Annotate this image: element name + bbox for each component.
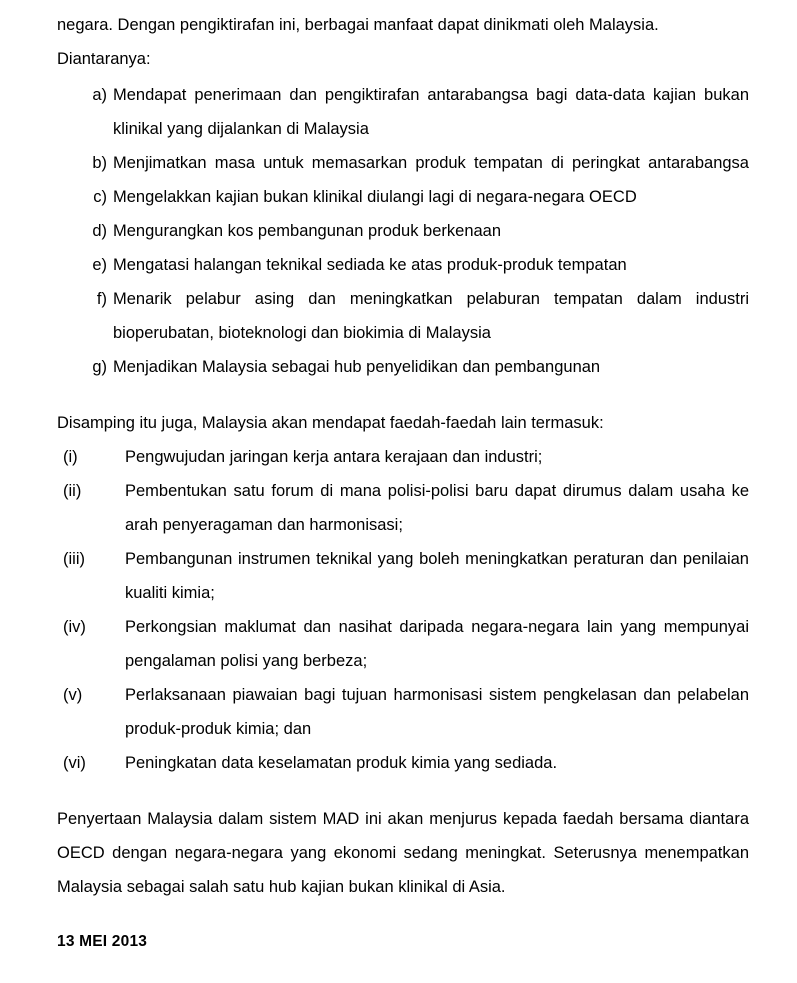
list-item-text: Mengelakkan kajian bukan klinikal diulangi lagi di negara-negara OECD xyxy=(113,188,637,206)
list-item-text: Pembangunan instrumen teknikal yang boleh meningkatkan peraturan dan penilaian kualiti kimia; xyxy=(125,550,749,602)
list-item-text: Pengwujudan jaringan kerja antara kerajaan dan industri; xyxy=(125,448,543,466)
list-item-text: Perlaksanaan piawaian bagi tujuan harmonisasi sistem pengkelasan dan pelabelan produk-produk kimia; dan xyxy=(125,686,749,738)
list-item xyxy=(57,78,749,146)
list-item xyxy=(57,474,749,542)
additional-intro: Disamping itu juga, Malaysia akan mendapat faedah-faedah lain termasuk: xyxy=(57,414,604,432)
list-item xyxy=(57,746,749,780)
list-marker: d) xyxy=(92,222,107,240)
intro-line-2: Diantaranya: xyxy=(57,50,151,68)
list-item xyxy=(57,610,749,678)
list-marker: (iv) xyxy=(63,618,86,636)
list-marker: (vi) xyxy=(63,754,86,772)
list-item-text: Mengatasi halangan teknikal sediada ke atas produk-produk tempatan xyxy=(113,256,627,274)
section-spacer xyxy=(57,384,749,406)
list-item-text: Peningkatan data keselamatan produk kimia yang sediada. xyxy=(125,754,558,772)
list-marker: (v) xyxy=(63,686,83,704)
closing-paragraph: Penyertaan Malaysia dalam sistem MAD ini akan menjurus kepada faedah bersama diantara OECD dengan negara-negara yang ekonomi sedang meningkat. Seterusnya menempatkan Malaysia sebagai salah satu hub kajian bukan klinikal di Asia. xyxy=(57,810,749,896)
list-marker: b) xyxy=(92,154,107,172)
list-marker: (i) xyxy=(63,448,78,466)
list-marker: (iii) xyxy=(63,550,85,568)
list-item xyxy=(57,350,749,384)
list-item xyxy=(57,248,749,282)
list-marker: a) xyxy=(92,86,107,104)
list-item xyxy=(57,180,749,214)
list-item xyxy=(57,678,749,746)
list-item-text: Menjadikan Malaysia sebagai hub penyelidikan dan pembangunan xyxy=(113,358,601,376)
list-marker: g) xyxy=(92,358,107,376)
benefits-list xyxy=(57,78,749,384)
list-marker: (ii) xyxy=(63,482,82,500)
list-item-text: Mendapat penerimaan dan pengiktirafan antarabangsa bagi data-data kajian bukan klinikal yang dijalankan di Malaysia xyxy=(113,86,749,138)
list-marker: f) xyxy=(96,290,107,308)
list-item xyxy=(57,146,749,180)
section-spacer xyxy=(57,780,749,802)
list-item-text: Mengurangkan kos pembangunan produk berkenaan xyxy=(113,222,502,240)
list-item-text: Perkongsian maklumat dan nasihat daripada negara-negara lain yang mempunyai pengalaman polisi yang berbeza; xyxy=(125,618,749,670)
list-item-text: Menjimatkan masa untuk memasarkan produk tempatan di peringkat antarabangsa xyxy=(113,154,749,172)
document-date: 13 MEI 2013 xyxy=(57,933,148,950)
list-marker: c) xyxy=(93,188,107,206)
intro-line-1: negara. Dengan pengiktirafan ini, berbagai manfaat dapat dinikmati oleh Malaysia. xyxy=(57,16,659,34)
additional-benefits-list xyxy=(57,440,749,780)
list-item-text: Pembentukan satu forum di mana polisi-polisi baru dapat dirumus dalam usaha ke arah penyeragaman dan harmonisasi; xyxy=(125,482,749,534)
list-item xyxy=(57,542,749,610)
list-item xyxy=(57,214,749,248)
list-marker: e) xyxy=(92,256,107,274)
list-item-text: Menarik pelabur asing dan meningkatkan pelaburan tempatan dalam industri bioperubatan, bioteknologi dan biokimia di Malaysia xyxy=(113,290,749,342)
list-item xyxy=(57,282,749,350)
list-item xyxy=(57,440,749,474)
